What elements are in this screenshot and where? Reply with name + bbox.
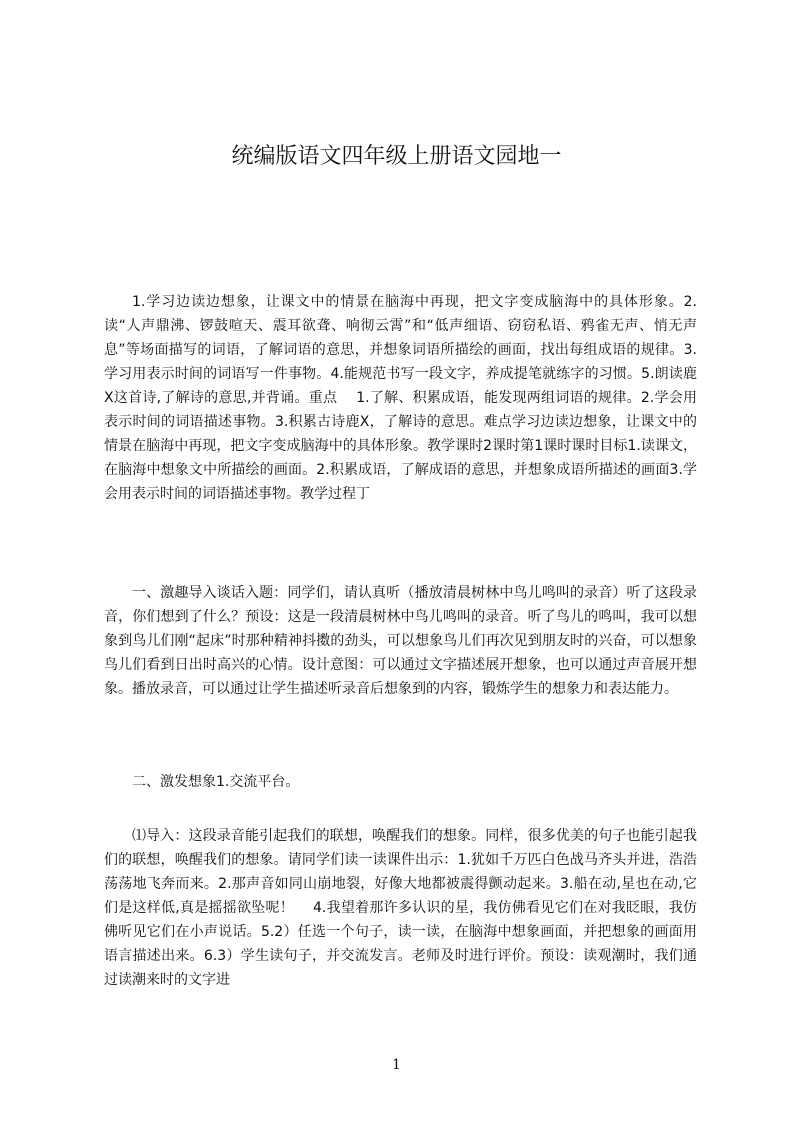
- paragraph-section-heading: 二、激发想象1.交流平台。: [132, 774, 300, 790]
- paragraph-objectives: 1.学习边读边想象，让课文中的情景在脑海中再现，把文字变成脑海中的具体形象。2.读“人声鼎沸、锣鼓喧天、震耳欲聋、响彻云霄”和“低声细语、窃窃私语、鸦雀无声、悄无声息”等场面描写的词语，了解词语的意思，并想象词语所描绘的画面，找出每组成语的规律。3.学习用表示时间的词语写一件事物。4.能规范书写一段文字，养成提笔就练字的习惯。5.朗读鹿X这首诗,了解诗的意思,并背诵。重点 1.了解、积累成语，能发现两组词语的规律。2.学会用表示时间的词语描述事物。3.积累古诗鹿X，了解诗的意思。难点学习边读边想象，让课文中的情景在脑海中再现，把文字变成脑海中的具体形象。教学课时2课时第1课时课时目标1.读课文，在脑海中想象文中所描绘的画面。2.积累成语，了解成语的意思，并想象成语所描述的画面3.学会用表示时间的词语描述事物。教学过程丁: [104, 294, 697, 502]
- document-title: 统编版语文四年级上册语文园地一: [231, 144, 562, 169]
- paragraph-introduction: 一、激趣导入谈话入题：同学们，请认真听（播放清晨树林中鸟儿鸣叫的录音）听了这段录音，你们想到了什么？预设：这是一段清晨树林中鸟儿鸣叫的录音。听了鸟儿的鸣叫，我可以想象到鸟儿们刚“起床”时那种精神抖擞的劲头，可以想象鸟儿们再次见到朋友时的兴奋，可以想象鸟儿们看到日出时高兴的心情。设计意图：可以通过文字描述展开想象，也可以通过声音展开想象。播放录音，可以通过让学生描述听录音后想象到的内容，锻炼学生的想象力和表达能力。: [104, 585, 697, 697]
- page-number: 1: [392, 1057, 401, 1073]
- paragraph-sentence-exercise: ⑴导入：这段录音能引起我们的联想，唤醒我们的想象。同样，很多优美的句子也能引起我们的联想，唤醒我们的想象。请同学们读一读课件出示：1.犹如千万匹白色战马齐头并进，浩浩荡荡地飞奔而来。2.那声音如同山崩地裂，好像大地都被震得颤动起来。3.船在动,星也在动,它们是这样低,真是摇摇欲坠呢！ 4.我望着那许多认识的星，我仿佛看见它们在对我眨眼，我仿佛听见它们在小声说话。5.2）任选一个句子，读一读，在脑海中想象画面，并把想象的画面用语言描述出来。6.3）学生读句子，并交流发言。老师及时进行评价。预设：读观潮时，我们通过读潮来时的文字进: [104, 828, 697, 988]
